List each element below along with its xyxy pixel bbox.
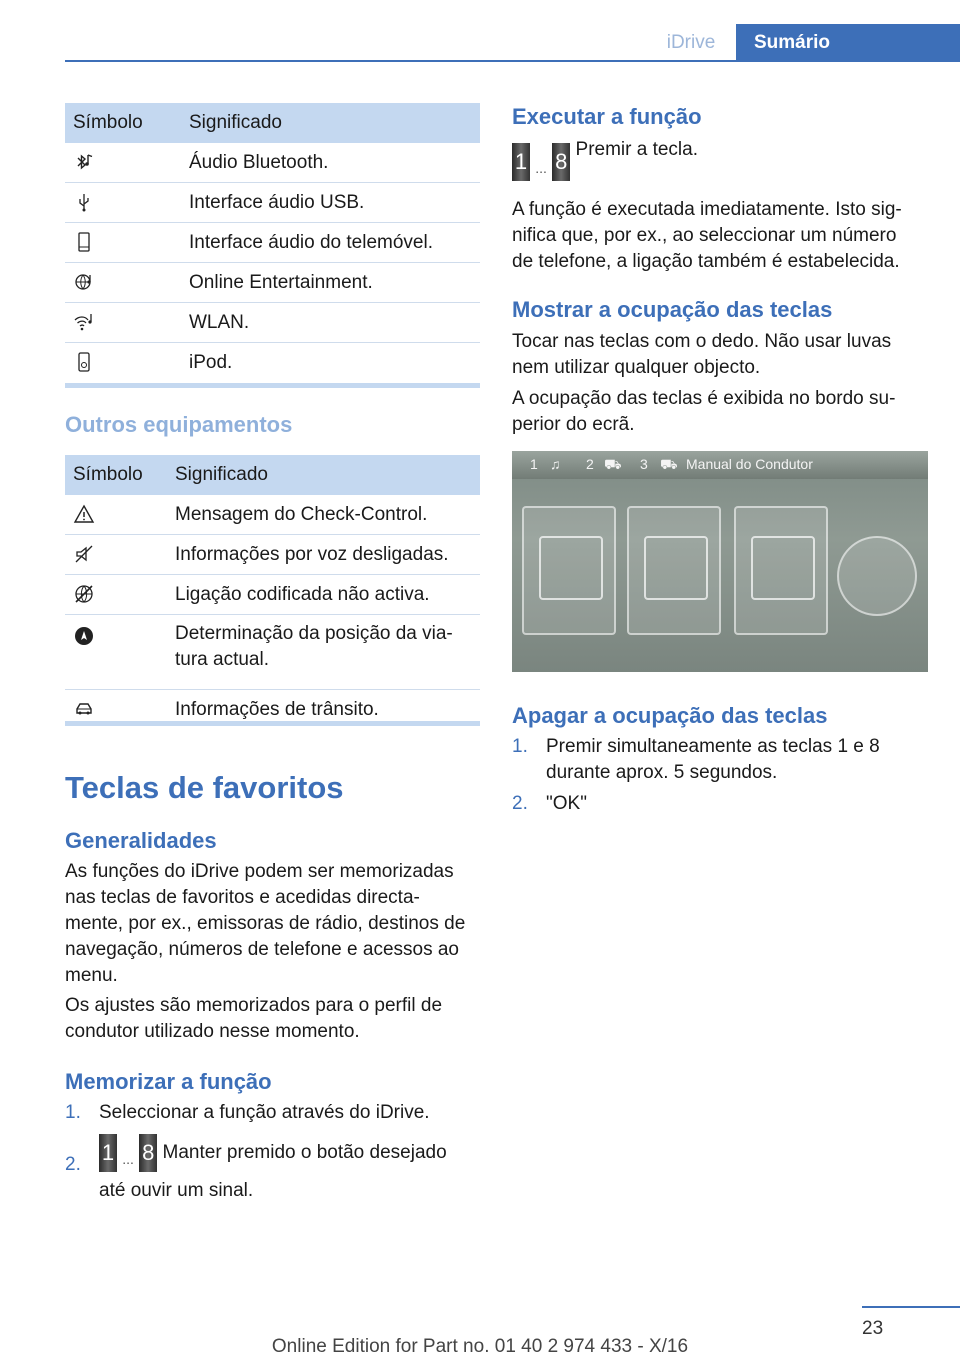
mobile-phone-icon	[73, 231, 95, 253]
tile-phone	[627, 506, 721, 635]
list-item: 2. "OK"	[512, 793, 587, 814]
encryption-off-icon	[73, 583, 95, 605]
table-row: iPod.	[65, 343, 480, 383]
execute-keys: 1 ... 8 Premir a tecla.	[512, 143, 698, 181]
profile-paragraph: Os ajustes são memorizados para o perfil de condutor utilizado nesse momento.	[65, 995, 443, 1042]
tab-idrive[interactable]: iDrive	[666, 32, 716, 53]
section-title-favorites: Teclas de favoritos	[65, 770, 344, 805]
car-icon: ⛟	[660, 456, 678, 472]
show-paragraph-1: Tocar nas teclas com o dedo. Não usar luvas nem utilizar qualquer objecto.	[512, 331, 892, 378]
table-row: Interface áudio USB.	[65, 183, 480, 223]
subtitle-execute: Executar a função	[512, 104, 702, 129]
table-row: Online Entertainment.	[65, 263, 480, 303]
favorites-bar: 1 ♫ 2 ⛟ 3 ⛟ Manual do Condutor	[512, 451, 928, 479]
tile-bluetooth	[522, 506, 616, 635]
page-number-divider	[862, 1306, 960, 1308]
footer-edition: Online Edition for Part no. 01 40 2 974 433 - X/16	[271, 1336, 689, 1357]
page-number: 23	[862, 1318, 884, 1339]
table-row: Determinação da posição da via- tura actual.	[65, 615, 480, 690]
header-divider	[65, 60, 960, 62]
table-row: Ligação codificada não activa.	[65, 575, 480, 615]
favorite-key-8[interactable]: 8	[139, 1134, 157, 1172]
bluetooth-audio-icon	[73, 151, 95, 173]
col-meaning: Significado	[167, 455, 480, 495]
table-row: Informações de trânsito.	[65, 690, 480, 730]
tile-online	[837, 536, 917, 616]
col-symbol: Símbolo	[65, 103, 167, 143]
symbol-table-other	[65, 455, 480, 729]
list-item: 1. Premir simultaneamente as teclas 1 e 8 durante aprox. 5 segundos.	[512, 736, 880, 783]
subtitle-general: Generalidades	[65, 828, 217, 853]
favorite-key-1[interactable]: 1	[99, 1134, 117, 1172]
show-paragraph-2: A ocupação das teclas é exibida no bordo su- perior do ecrã.	[512, 388, 896, 435]
idrive-screen-image	[512, 451, 928, 672]
tab-summary[interactable]: Sumário	[736, 24, 960, 62]
favorite-key-1[interactable]: 1	[512, 143, 530, 181]
subtitle-memorize: Memorizar a função	[65, 1069, 272, 1094]
table-row: Áudio Bluetooth.	[65, 143, 480, 183]
table-end-bar	[65, 721, 480, 726]
general-paragraph: As funções do iDrive podem ser memorizadas nas teclas de favoritos e acedidas directa- mente, por ex., emissoras de rádio, destinos de navegação, números de telefone e acessos ao menu.	[65, 861, 466, 986]
symbol-table-audio	[65, 103, 480, 382]
music-note-icon: ♫	[550, 456, 561, 472]
usb-icon	[73, 191, 95, 213]
online-entertainment-icon	[73, 271, 95, 293]
traffic-info-icon	[73, 698, 95, 720]
ipod-icon	[73, 351, 95, 373]
subtitle-show-keys: Mostrar a ocupação das teclas	[512, 297, 833, 322]
col-symbol: Símbolo	[65, 455, 167, 495]
favorite-key-8[interactable]: 8	[552, 143, 570, 181]
table-row: Interface áudio do telemóvel.	[65, 223, 480, 263]
car-icon: ⛟	[604, 456, 622, 472]
speaker-off-icon	[73, 543, 95, 565]
tile-navigation	[734, 506, 828, 635]
warning-triangle-icon	[73, 503, 95, 525]
table-row: WLAN.	[65, 303, 480, 343]
wlan-icon	[73, 311, 95, 333]
table-row: Mensagem do Check-Control.	[65, 495, 480, 535]
subtitle-clear-keys: Apagar a ocupação das teclas	[512, 703, 828, 728]
table-end-bar	[65, 383, 480, 388]
execute-paragraph: A função é executada imediatamente. Isto sig- nifica que, por ex., ao seleccionar um número de telefone, a ligação também é estabelecida.	[512, 199, 902, 272]
table-row: Informações por voz desligadas.	[65, 535, 480, 575]
section-title-other-equipment: Outros equipamentos	[65, 412, 293, 437]
list-item: 2. 1 ... 8 Manter premido o botão desejado até ouvir um sinal.	[65, 1152, 485, 1178]
gps-position-icon	[73, 625, 95, 647]
list-item: 1. Seleccionar a função através do iDrive.	[65, 1102, 430, 1123]
col-meaning: Significado	[167, 103, 480, 143]
page-header	[0, 24, 960, 62]
